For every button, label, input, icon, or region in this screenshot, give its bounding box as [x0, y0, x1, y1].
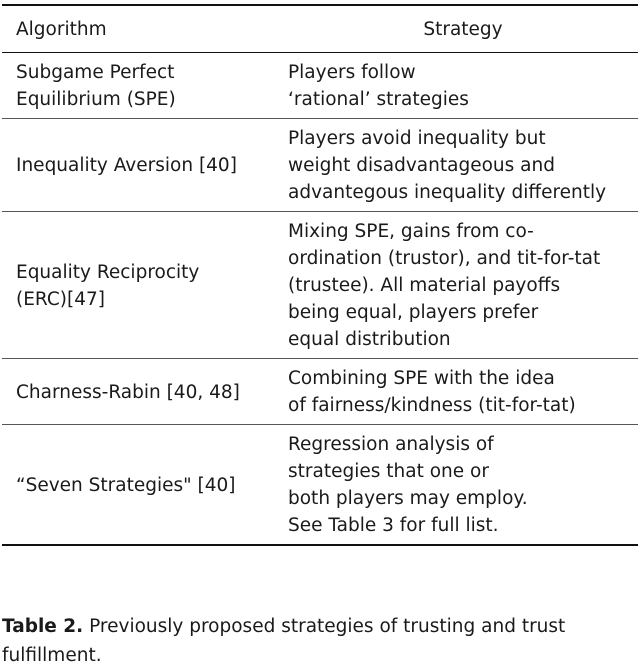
strategy-line: See Table 3 for full list.: [288, 515, 499, 536]
strategies-table-container: [2, 4, 638, 546]
table-header-row: [2, 5, 638, 53]
strategy-cell: [288, 425, 638, 546]
strategy-line: Players avoid inequality but: [288, 128, 546, 149]
algorithm-line: Equality Reciprocity: [16, 261, 200, 283]
algorithm-line: “Seven Strategies" [40]: [16, 474, 236, 496]
strategy-line: Combining SPE with the idea: [288, 368, 555, 389]
strategy-cell: [288, 359, 638, 425]
table-row: [2, 119, 638, 212]
strategy-line: ‘rational’ strategies: [288, 89, 469, 110]
algorithm-cell: [2, 53, 288, 119]
strategy-cell: [288, 53, 638, 119]
algorithm-line: Inequality Aversion [40]: [16, 155, 237, 176]
strategy-line: of fairness/kindness (tit-for-tat): [288, 395, 576, 416]
strategy-line: weight disadvantageous and: [288, 155, 555, 176]
strategy-line: advantegous inequality differently: [288, 182, 607, 203]
strategy-line: both players may employ.: [288, 488, 528, 509]
strategy-cell: [288, 119, 638, 212]
table-row: [2, 53, 638, 119]
algorithm-line: Subgame Perfect: [16, 62, 175, 83]
table-row: [2, 425, 638, 546]
header-strategy: Strategy: [288, 5, 638, 53]
algorithm-cell: [2, 359, 288, 425]
strategy-line: strategies that one or: [288, 461, 489, 482]
caption-text: Previously proposed strategies of trusting and trust fulfillment.: [2, 616, 566, 666]
algorithm-line: Equilibrium (SPE): [16, 89, 176, 110]
strategies-table: [2, 4, 638, 546]
strategy-line: (trustee). All material payoffs: [288, 275, 561, 296]
algorithm-cell: [2, 425, 288, 546]
algorithm-line: Charness-Rabin [40, 48]: [16, 381, 240, 403]
header-algorithm: Algorithm: [2, 5, 288, 53]
table-row: [2, 359, 638, 425]
table-row: [2, 212, 638, 359]
strategy-line: equal distribution: [288, 329, 451, 350]
strategy-line: ordination (trustor), and tit-for-tat: [288, 248, 601, 269]
strategy-line: Mixing SPE, gains from co-: [288, 221, 534, 242]
algorithm-cell: [2, 212, 288, 359]
table-caption: [2, 612, 638, 670]
strategy-cell: [288, 212, 638, 359]
algorithm-cell: [2, 119, 288, 212]
strategy-line: Players follow: [288, 62, 416, 83]
strategy-line: Regression analysis of: [288, 434, 494, 455]
strategy-line: being equal, players prefer: [288, 302, 539, 323]
caption-label: Table 2.: [2, 616, 84, 637]
algorithm-line: (ERC)[47]: [16, 288, 105, 310]
